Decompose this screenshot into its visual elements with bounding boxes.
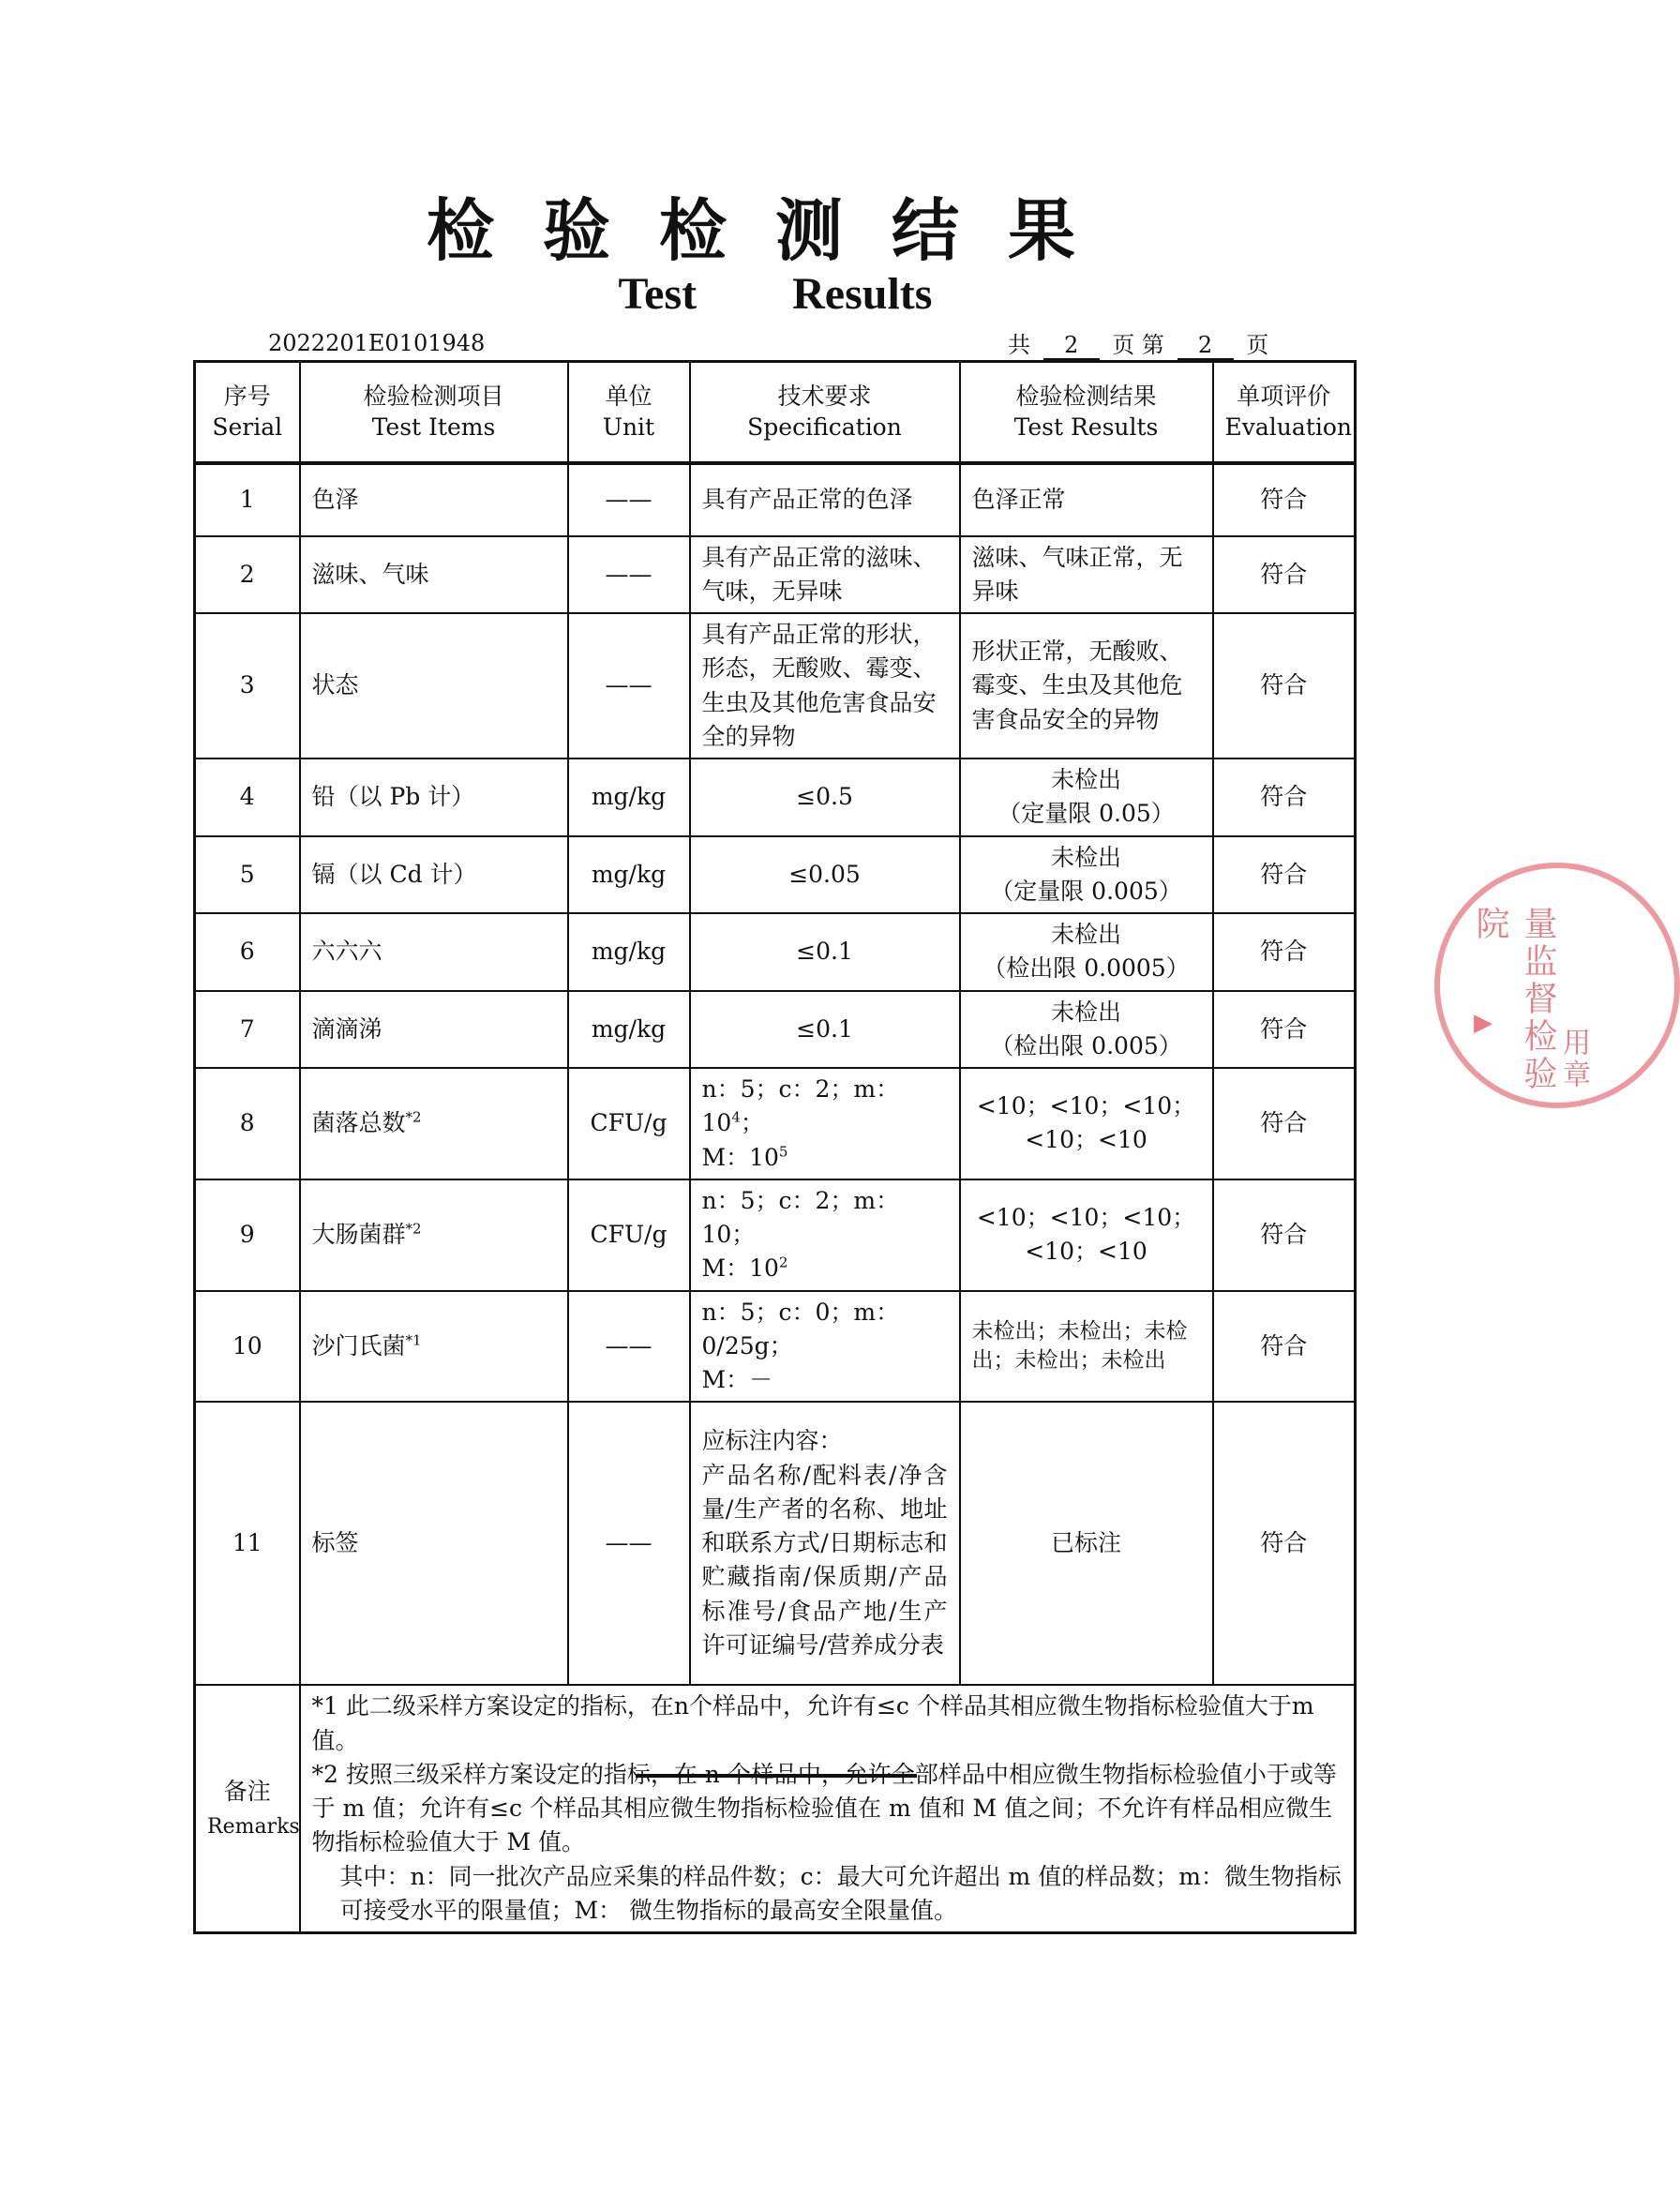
table-row	[195, 463, 1356, 536]
table-row	[195, 613, 1356, 759]
row-serial: 7	[195, 991, 300, 1069]
header-test-items: 检验检测项目 Test Items	[300, 362, 568, 463]
header-evaluation: 单项评价 Evaluation	[1213, 362, 1356, 463]
row-spec: n：5；c：2；m：10； M：$10^2$	[690, 1179, 960, 1291]
row-item: 状态	[300, 613, 568, 759]
table-row	[195, 1291, 1356, 1403]
row-item: 菌落总数$^{*2}$	[300, 1068, 568, 1179]
row-result: <10；<10；<10； <10；<10	[960, 1068, 1213, 1179]
row-spec: 具有产品正常的形状，形态，无酸败、霉变、生虫及其他危害食品安全的异物	[690, 613, 960, 759]
header-specification: 技术要求 Specification	[690, 362, 960, 463]
row-result: 色泽正常	[960, 463, 1213, 536]
header-serial: 序号 Serial	[195, 362, 300, 463]
remark-line-2: *2 按照三级采样方案设定的指标，在 n 个样品中，允许全部样品中相应微生物指标检验值小于或等于 m 值；允许有≤c 个样品其相应微生物指标检验值在 m 值和 M 值之间；不允许有样品相应微生物指标检验值大于 M 值。	[311, 1760, 1337, 1856]
seal-text-tail: 用章	[1557, 1028, 1590, 1091]
page-total-prefix: 共	[1008, 332, 1030, 358]
table-row	[195, 836, 1356, 914]
row-serial: 2	[195, 536, 300, 614]
header-test-results: 检验检测结果 Test Results	[960, 362, 1213, 463]
row-eval: 符合	[1213, 991, 1356, 1069]
document-title-en: Test Results	[618, 269, 933, 319]
row-serial: 6	[195, 913, 300, 991]
remarks-row	[195, 1685, 1356, 1932]
row-item: 大肠菌群$^{*2}$	[300, 1179, 568, 1291]
row-unit: mg/kg	[568, 836, 690, 914]
row-serial: 9	[195, 1179, 300, 1291]
table-row	[195, 759, 1356, 836]
row-serial: 10	[195, 1291, 300, 1403]
row-result: 未检出 （检出限 0.0005）	[960, 913, 1213, 991]
header-unit: 单位 Unit	[568, 362, 690, 463]
row-unit: mg/kg	[568, 991, 690, 1069]
table-row	[195, 1402, 1356, 1685]
row-spec: ≤0.5	[690, 759, 960, 836]
row-unit: mg/kg	[568, 759, 690, 836]
row-result: 未检出；未检出；未检出；未检出；未检出	[960, 1291, 1213, 1403]
row-spec: 应标注内容： 产品名称/配料表/净含量/生产者的名称、地址和联系方式/日期标志和贮藏指南/保质期/产品标准号/食品产地/生产许可证编号/营养成分表	[690, 1402, 960, 1685]
official-seal-stamp	[1434, 863, 1680, 1108]
row-result: 未检出 （定量限 0.05）	[960, 759, 1213, 836]
row-eval: 符合	[1213, 836, 1356, 914]
row-serial: 5	[195, 836, 300, 914]
row-eval: 符合	[1213, 1402, 1356, 1685]
row-spec: ≤0.1	[690, 913, 960, 991]
row-unit: CFU/g	[568, 1068, 690, 1179]
row-spec: n：5；c：2；m：$10^4$； M：$10^5$	[690, 1068, 960, 1179]
row-spec: ≤0.05	[690, 836, 960, 914]
row-item: 色泽	[300, 463, 568, 536]
page-current: 2	[1178, 332, 1234, 360]
row-unit: ——	[568, 1291, 690, 1403]
row-unit: CFU/g	[568, 1179, 690, 1291]
row-unit: ——	[568, 1402, 690, 1685]
row-item: 沙门氏菌$^{*1}$	[300, 1291, 568, 1403]
row-serial: 11	[195, 1402, 300, 1685]
row-eval: 符合	[1213, 759, 1356, 836]
row-item: 标签	[300, 1402, 568, 1685]
row-serial: 8	[195, 1068, 300, 1179]
page-mid: 页 第	[1112, 332, 1164, 358]
page-total: 2	[1043, 332, 1100, 360]
table-row	[195, 1068, 1356, 1179]
row-eval: 符合	[1213, 613, 1356, 759]
row-serial: 3	[195, 613, 300, 759]
row-eval: 符合	[1213, 1068, 1356, 1179]
row-result: 未检出 （定量限 0.005）	[960, 836, 1213, 914]
table-row	[195, 913, 1356, 991]
row-result: <10；<10；<10； <10；<10	[960, 1179, 1213, 1291]
row-serial: 4	[195, 759, 300, 836]
row-spec: 具有产品正常的色泽	[690, 463, 960, 536]
row-item: 六六六	[300, 913, 568, 991]
row-result: 已标注	[960, 1402, 1213, 1685]
seal-text: 量监督检验院	[1471, 906, 1557, 1093]
row-result: 未检出 （检出限 0.005）	[960, 991, 1213, 1069]
row-item: 滋味、气味	[300, 536, 568, 614]
row-serial: 1	[195, 463, 300, 536]
table-header	[195, 362, 1356, 463]
report-number: 2022201E0101948	[268, 330, 486, 356]
remark-line-1: *1 此二级采样方案设定的指标，在n个样品中，允许有≤c 个样品其相应微生物指标检验值大于m值。	[311, 1692, 1314, 1754]
row-unit: ——	[568, 613, 690, 759]
page-suffix: 页	[1246, 332, 1269, 358]
remark-line-3: 其中：n：同一批次产品应采集的样品件数；c：最大可允许超出 m 值的样品数；m：微生物指标可接受水平的限量值；M： 微生物指标的最高安全限量值。	[339, 1862, 1342, 1924]
row-eval: 符合	[1213, 536, 1356, 614]
table-row	[195, 991, 1356, 1069]
row-unit: ——	[568, 536, 690, 614]
row-unit: mg/kg	[568, 913, 690, 991]
row-eval: 符合	[1213, 913, 1356, 991]
remarks-label: 备注 Remarks	[195, 1685, 300, 1932]
row-item: 镉（以 Cd 计）	[300, 836, 568, 914]
end-of-table-rule	[636, 1774, 917, 1778]
seal-star-icon: ▶	[1474, 1009, 1492, 1037]
remarks-content	[300, 1685, 1356, 1932]
row-eval: 符合	[1213, 463, 1356, 536]
row-eval: 符合	[1213, 1179, 1356, 1291]
row-eval: 符合	[1213, 1291, 1356, 1403]
row-result: 滋味、气味正常，无异味	[960, 536, 1213, 614]
document-title-cn: 检验检测结果	[426, 191, 1124, 270]
row-unit: ——	[568, 463, 690, 536]
row-spec: 具有产品正常的滋味、气味，无异味	[690, 536, 960, 614]
results-table	[193, 360, 1357, 1934]
row-item: 滴滴涕	[300, 991, 568, 1069]
row-spec: n：5；c：0；m：0/25g； M：－	[690, 1291, 960, 1403]
row-result: 形状正常，无酸败、霉变、生虫及其他危害食品安全的异物	[960, 613, 1213, 759]
row-spec: ≤0.1	[690, 991, 960, 1069]
page-indicator	[1008, 326, 1268, 360]
row-item: 铅（以 Pb 计）	[300, 759, 568, 836]
table-row	[195, 536, 1356, 614]
table-row	[195, 1179, 1356, 1291]
